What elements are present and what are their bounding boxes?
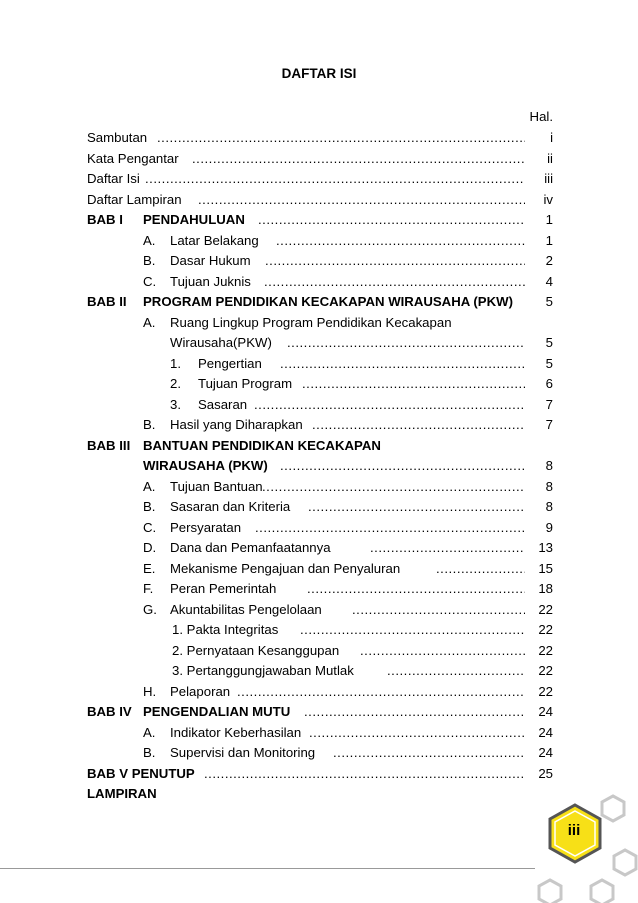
toc-entry-label: Tujuan Bantuan [170,478,263,494]
toc-entry-page: i [550,130,553,145]
toc-entry-number: H. [143,683,157,699]
toc-entry-label: WIRAUSAHA (PKW) [143,458,268,473]
toc-entry-page: 8 [545,458,553,473]
toc-entry-page: 13 [538,540,553,555]
dot-leader [307,579,525,599]
toc-entry-label: 3. Pertanggungjawaban Mutlak [172,663,354,678]
toc-entry-label: Mekanisme Pengajuan dan Penyaluran [170,560,401,576]
toc-entry-label: 2. Pernyataan Kesanggupan [172,642,340,658]
toc-entry-label: Persyaratan [170,519,242,535]
toc-entry-label: 1. Pakta Integritas [172,622,279,637]
toc-entry-label: Latar Belakang [170,232,259,248]
toc-entry-label: Hasil yang Diharapkan [170,417,303,432]
toc-entry-number: C. [143,519,157,535]
toc-entry-number: BAB I [87,212,123,227]
toc-entry-number: B. [143,499,156,514]
toc-entry-page: 6 [545,376,553,391]
toc-entry-number: A. [143,478,156,494]
dot-leader [352,600,525,620]
dot-leader [302,374,525,394]
toc-entry-number: BAB II [87,294,127,309]
toc-entry-page: 22 [538,601,553,617]
toc-entry-number: C. [143,273,157,289]
dot-leader [280,456,525,476]
dot-leader [258,210,525,230]
toc-entry-page: 15 [538,560,553,576]
toc-entry-number: B. [143,417,156,432]
toc-entry-page: 7 [545,417,553,432]
dot-leader [157,128,525,148]
toc-entry-page: ii [547,150,553,166]
dot-leader [300,620,525,640]
dot-leader [192,149,525,169]
toc-entry-page: 8 [545,478,553,494]
dot-leader [436,559,525,579]
toc-entry-page: 22 [538,622,553,637]
toc-entry-label: Ruang Lingkup Program Pendidikan Kecakapan [170,314,452,330]
toc-entry-page: 1 [545,212,553,227]
toc-entry-page: iii [544,171,553,186]
toc-entry-label: Akuntabilitas Pengelolaan [170,601,322,617]
dot-leader [198,190,525,210]
toc-entry-number: G. [143,601,157,617]
toc-entry-label: Daftar Isi [87,171,140,186]
toc-entry-label: Pelaporan [170,683,231,699]
hexagon-decoration [528,782,638,903]
toc-entry-label: Supervisi dan Monitoring [170,745,316,760]
dot-leader [276,231,525,251]
dot-leader [333,743,525,763]
dot-leader [312,415,525,435]
page-title: DAFTAR ISI [281,66,357,81]
dot-leader [287,333,525,353]
dot-leader [254,395,525,415]
toc-entry-label: Dana dan Pemanfaatannya [170,540,331,555]
toc-entry-page: 22 [538,683,553,699]
toc-entry-label: Daftar Lampiran [87,191,182,207]
toc-entry-label: PENGENDALIAN MUTU [143,704,291,719]
toc-entry-page: 2 [545,253,553,268]
dot-leader [308,497,525,517]
footer-divider [0,868,535,869]
toc-entry-label: Indikator Keberhasilan [170,724,302,740]
toc-entry-number: A. [143,724,156,740]
dot-leader [387,661,525,681]
toc-entry-label: Peran Pemerintah [170,581,277,596]
toc-entry-label: Kata Pengantar [87,150,179,166]
toc-entry-number: A. [143,314,156,330]
toc-entry-page: iv [543,191,553,207]
toc-entry-number: D. [143,540,157,555]
toc-entry-label: PROGRAM PENDIDIKAN KECAKAPAN WIRAUSAHA (PKW) [143,294,513,309]
dot-leader [370,538,525,558]
dot-leader [255,518,525,538]
toc-entry-number: E. [143,560,156,576]
toc-entry-number: B. [143,745,156,760]
dot-leader [309,723,525,743]
toc-entry-label: BANTUAN PENDIDIKAN KECAKAPAN [143,437,381,453]
dot-leader [264,272,525,292]
toc-entry-number: BAB IV [87,704,132,719]
toc-entry-label: LAMPIRAN [87,786,157,801]
toc-entry-label: Sambutan [87,130,148,145]
toc-entry-number: 3. [170,396,181,412]
toc-entry-page: 8 [545,499,553,514]
toc-entry-label: PENDAHULUAN [143,212,245,227]
toc-entry-label: Tujuan Juknis [170,273,251,289]
toc-entry-page: 7 [545,396,553,412]
dot-leader [262,477,525,497]
toc-entry-page: 4 [545,273,553,289]
toc-entry-label: Dasar Hukum [170,253,251,268]
toc-entry-label: Sasaran dan Kriteria [170,499,291,514]
dot-leader [204,764,525,784]
toc-entry-page: 24 [538,704,553,719]
toc-entry-number: 1. [170,355,181,371]
dot-leader [304,702,525,722]
toc-entry-page: 22 [538,642,553,658]
toc-entry-page: 24 [538,724,553,740]
toc-entry-label: Sasaran [198,396,248,412]
toc-entry-page: 5 [545,335,553,350]
page-number: iii [567,822,581,839]
toc-entry-label: BAB V PENUTUP [87,765,195,781]
dot-leader [360,641,525,661]
dot-leader [145,169,525,189]
toc-entry-number: A. [143,232,156,248]
toc-entry-page: 9 [545,519,553,535]
toc-entry-page: 1 [545,232,553,248]
toc-entry-page: 24 [538,745,553,760]
toc-entry-label: Wirausaha(PKW) [170,335,272,350]
toc-entry-page: 5 [545,294,553,309]
dot-leader [280,354,525,374]
toc-entry-label: Pengertian [198,355,262,371]
toc-entry-page: 18 [538,581,553,596]
toc-entry-number: 2. [170,376,181,391]
toc-entry-page: 5 [545,355,553,371]
toc-entry-number: B. [143,253,156,268]
dot-leader [237,682,525,702]
toc-entry-number: F. [143,581,154,596]
dot-leader [265,251,525,271]
toc-entry-number: BAB III [87,437,131,453]
toc-entry-page: 22 [538,663,553,678]
toc-entry-page: 25 [538,765,553,781]
toc-entry-label: Tujuan Program [198,376,293,391]
page-column-label: Hal. [529,109,553,124]
